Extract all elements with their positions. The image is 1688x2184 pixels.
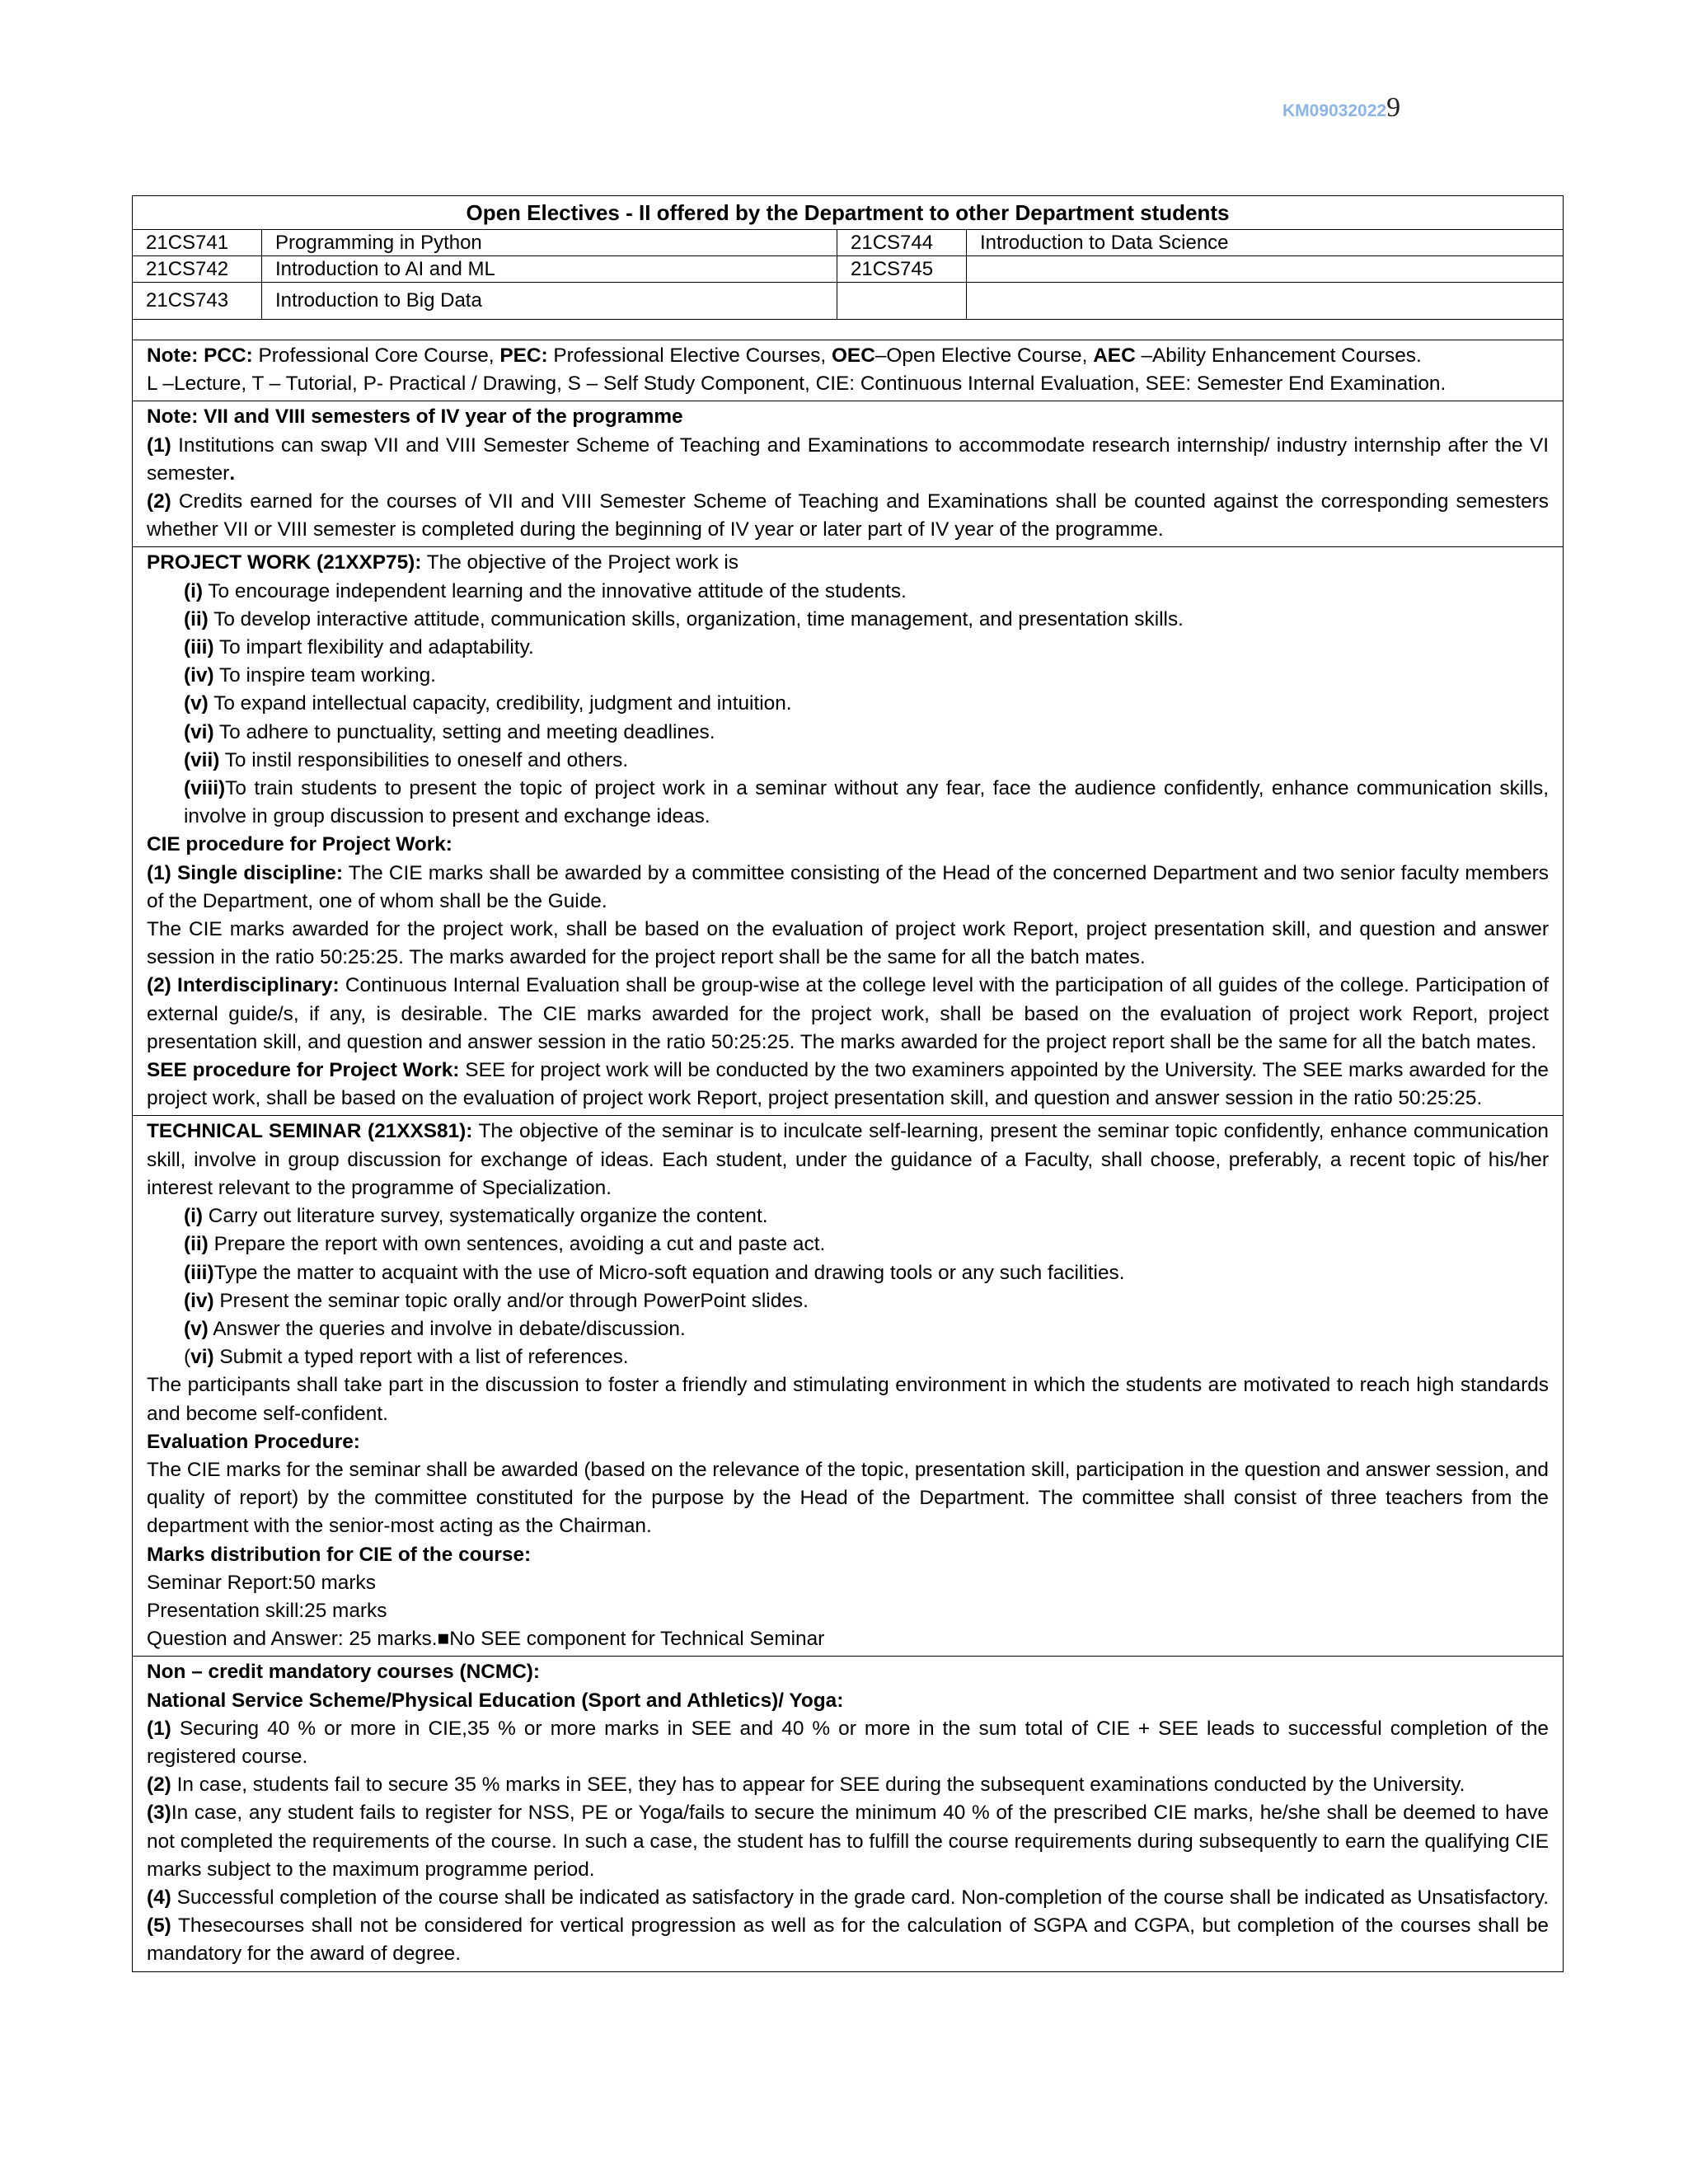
course-name: Programming in Python: [262, 230, 837, 256]
list-item: (iv) To inspire team working.: [184, 664, 436, 687]
open-electives-title: Open Electives - II offered by the Department to other Department students: [133, 196, 1564, 230]
document-frame: [132, 195, 1564, 1972]
semester-note-item: (1) Institutions can swap VII and VIII Semester Scheme of Teaching and Examinations to accommodate research internship/ industry internship after the VI semester.: [147, 434, 1549, 485]
marks-heading: Marks distribution for CIE of the course:: [147, 1543, 532, 1566]
abbreviations-line-1: Note: PCC: Professional Core Course, PEC: Professional Elective Courses, OEC–Open Elective Course, AEC –Ability Enhancement Courses.: [147, 344, 1422, 367]
project-heading: PROJECT WORK (21XXP75):: [147, 551, 422, 574]
list-item: (vi) Submit a typed report with a list of references.: [184, 1346, 629, 1369]
list-item: (v) Answer the queries and involve in debate/discussion.: [184, 1317, 686, 1340]
course-code: 21CS743: [133, 283, 262, 320]
ncmc-subheading: National Service Scheme/Physical Education (Sport and Athletics)/ Yoga:: [147, 1689, 844, 1712]
list-item: (5) Thesecourses shall not be considered for vertical progression as well as for the calculation of SGPA and CGPA, but completion of the courses shall be mandatory for the award of degree.: [147, 1915, 1549, 1966]
cie-marks-paragraph: The CIE marks awarded for the project work, shall be based on the evaluation of project work Report, project presentation skill, and question and answer session in the ratio 50:25:25. The marks awarded for the project report shall be the same for all the batch mates.: [147, 918, 1549, 969]
course-name: Introduction to Big Data: [262, 283, 837, 320]
list-item: (3)In case, any student fails to register for NSS, PE or Yoga/fails to secure the minimum 40 % of the prescribed CIE marks, he/she shall be deemed to have not completed the requirements of the course. In such a case, the student has to fulfill the course requirements during subsequently to earn the qualifying CIE marks subject to the maximum programme period.: [147, 1802, 1549, 1881]
course-name: [967, 283, 1564, 320]
ncmc-section: [132, 1657, 1564, 1971]
list-item: (i) Carry out literature survey, systematically organize the content.: [184, 1205, 768, 1228]
participants-paragraph: The participants shall take part in the discussion to foster a friendly and stimulating environment in which the students are motivated to reach high standards and become self-confident.: [147, 1374, 1549, 1425]
evaluation-paragraph: The CIE marks for the seminar shall be awarded (based on the relevance of the topic, presentation skill, participation in the question and answer session, and quality of report) by the committee constituted for the purpose by the Head of the Department. The committee shall consist of three teachers from the department with the senior-most acting as the Chairman.: [147, 1458, 1549, 1538]
semester-note-heading: Note: VII and VIII semesters of IV year of the programme: [147, 405, 683, 429]
project-work-section: PROJECT WORK (21XXP75): The objective of the Project work is (i) To encourage independent learning and the innovative attitude of the students. (ii) To develop interactive attitude, communication skills, organization, time management, and presentation skills. (iii) To impart flexibility and adaptability. (iv) To inspire team working. (v) To expand intellectual capacity, credibility, judgment and intuition. (vi) To adhere to punctuality, setting and meeting deadlines. (vii) To instil responsibilities to oneself and others. (viii)To train students to present the topic of project work in a seminar without any fear, face the audience confidently, enhance communication skills, involve in group discussion to present and exchange ideas. CIE procedure for Project Work: (1) Single discipline: The CIE marks shall be awarded by a committee consisting of the Head of the concerned Department and two senior faculty members of the Department, one of whom shall be the Guide. The CIE marks awarded for the project work, shall be based on the evaluation of project work Report, project presentation skill, and question and answer session in the ratio 50:25:25. The marks awarded for the project report shall be the same for all the batch mates. (2) Interdisciplinary: Continuous Internal Evaluation shall be group-wise at the college level with the participation of all guides of the college. Participation of external guide/s, if any, is desirable. The CIE marks awarded for the project work, shall be based on the evaluation of project work Report, project presentation skill, and question and answer session in the ratio 50:25:25. The marks awarded for the project report shall be the same for all the batch mates. SEE procedure for Project Work: SEE for project work will be conducted by the two examiners appointed by the University. The SEE marks awarded for the project work, shall be based on the evaluation of project work Report, project presentation skill, and question and answer session in the ratio 50:25:25.: [132, 547, 1564, 1116]
seminar-intro: TECHNICAL SEMINAR (21XXS81): The objective of the seminar is to inculcate self-learning, present the seminar topic confidently, enhance communication skill, involve in group discussion for exchange of ideas. Each student, under the guidance of a Faculty, shall choose, preferably, a recent topic of his/her interest relevant to the programme of Specialization.: [147, 1120, 1549, 1199]
course-code: [837, 283, 967, 320]
page-number: 9: [1386, 92, 1401, 123]
course-name: Introduction to AI and ML: [262, 256, 837, 283]
list-item: (vi) To adhere to punctuality, setting and meeting deadlines.: [184, 720, 715, 743]
technical-seminar-section: [132, 1116, 1564, 1657]
open-electives-table: [132, 195, 1564, 320]
semester-note: [132, 401, 1564, 547]
course-code: 21CS741: [133, 230, 262, 256]
semester-note-item: (2) Credits earned for the courses of VII and VIII Semester Scheme of Teaching and Examinations shall be counted against the corresponding semesters whether VII or VIII semester is completed during the beginning of IV year or later part of IV year of the programme.: [147, 490, 1549, 541]
abbreviations-line-2: L –Lecture, T – Tutorial, P- Practical / Drawing, S – Self Study Component, CIE: Continuous Internal Evaluation, SEE: Semester End Examination.: [147, 373, 1447, 396]
course-code: 21CS745: [837, 256, 967, 283]
list-item: (ii) To develop interactive attitude, communication skills, organization, time management, and presentation skills.: [184, 607, 1184, 630]
cie-heading: CIE procedure for Project Work:: [147, 833, 452, 856]
single-discipline-paragraph: (1) Single discipline: The CIE marks shall be awarded by a committee consisting of the Head of the concerned Department and two senior faculty members of the Department, one of whom shall be the Guide.: [147, 861, 1549, 912]
list-item: (4) Successful completion of the course shall be indicated as satisfactory in the grade card. Non-completion of the course shall be indicated as Unsatisfactory.: [147, 1886, 1549, 1909]
evaluation-heading: Evaluation Procedure:: [147, 1430, 360, 1453]
list-item: (ii) Prepare the report with own sentences, avoiding a cut and paste act.: [184, 1233, 826, 1256]
marks-line: Seminar Report:50 marks: [147, 1571, 376, 1594]
see-procedure-paragraph: SEE procedure for Project Work: SEE for project work will be conducted by the two examiners appointed by the University. The SEE marks awarded for the project work, shall be based on the evaluation of project work Report, project presentation skill, and question and answer session in the ratio 50:25:25.: [147, 1059, 1549, 1110]
list-item: (iii)Type the matter to acquaint with the use of Micro-soft equation and drawing tools or any such facilities.: [184, 1261, 1125, 1284]
list-item: (viii)To train students to present the topic of project work in a seminar without any fear, face the audience confidently, enhance communication skills, involve in group discussion to present and exchange ideas.: [184, 777, 1549, 828]
list-item: (iv) Present the seminar topic orally and/or through PowerPoint slides.: [184, 1289, 809, 1312]
abbreviations-note: [132, 340, 1564, 401]
list-item: (iii) To impart flexibility and adaptability.: [184, 636, 534, 659]
list-item: (vii) To instil responsibilities to oneself and others.: [184, 748, 629, 771]
marks-line: Presentation skill:25 marks: [147, 1599, 387, 1622]
document-code: KM09032022: [1282, 101, 1387, 120]
table-row: [133, 256, 1564, 283]
square-bullet-icon: ■: [437, 1628, 450, 1651]
course-name: Introduction to Data Science: [967, 230, 1564, 256]
course-name: [967, 256, 1564, 283]
interdisciplinary-paragraph: (2) Interdisciplinary: Continuous Internal Evaluation shall be group-wise at the college level with the participation of all guides of the college. Participation of external guide/s, if any, is desirable. The CIE marks awarded for the project work, shall be based on the evaluation of project work Report, project presentation skill, and question and answer session in the ratio 50:25:25. The marks awarded for the project report shall be the same for all the batch mates.: [147, 974, 1549, 1053]
spacer-row: [132, 320, 1564, 340]
course-code: 21CS742: [133, 256, 262, 283]
list-item: (i) To encourage independent learning and the innovative attitude of the students.: [184, 579, 907, 602]
ncmc-heading: Non – credit mandatory courses (NCMC):: [147, 1661, 541, 1684]
list-item: (v) To expand intellectual capacity, credibility, judgment and intuition.: [184, 692, 792, 715]
table-row: [133, 230, 1564, 256]
marks-line: Question and Answer: 25 marks.■No SEE component for Technical Seminar: [147, 1628, 825, 1651]
list-item: (1) Securing 40 % or more in CIE,35 % or more marks in SEE and 40 % or more in the sum total of CIE + SEE leads to successful completion of the registered course.: [147, 1717, 1549, 1768]
course-code: 21CS744: [837, 230, 967, 256]
page-header: [1282, 92, 1400, 124]
list-item: (2) In case, students fail to secure 35 % marks in SEE, they has to appear for SEE during the subsequent examinations conducted by the University.: [147, 1774, 1465, 1797]
table-row: [133, 283, 1564, 320]
